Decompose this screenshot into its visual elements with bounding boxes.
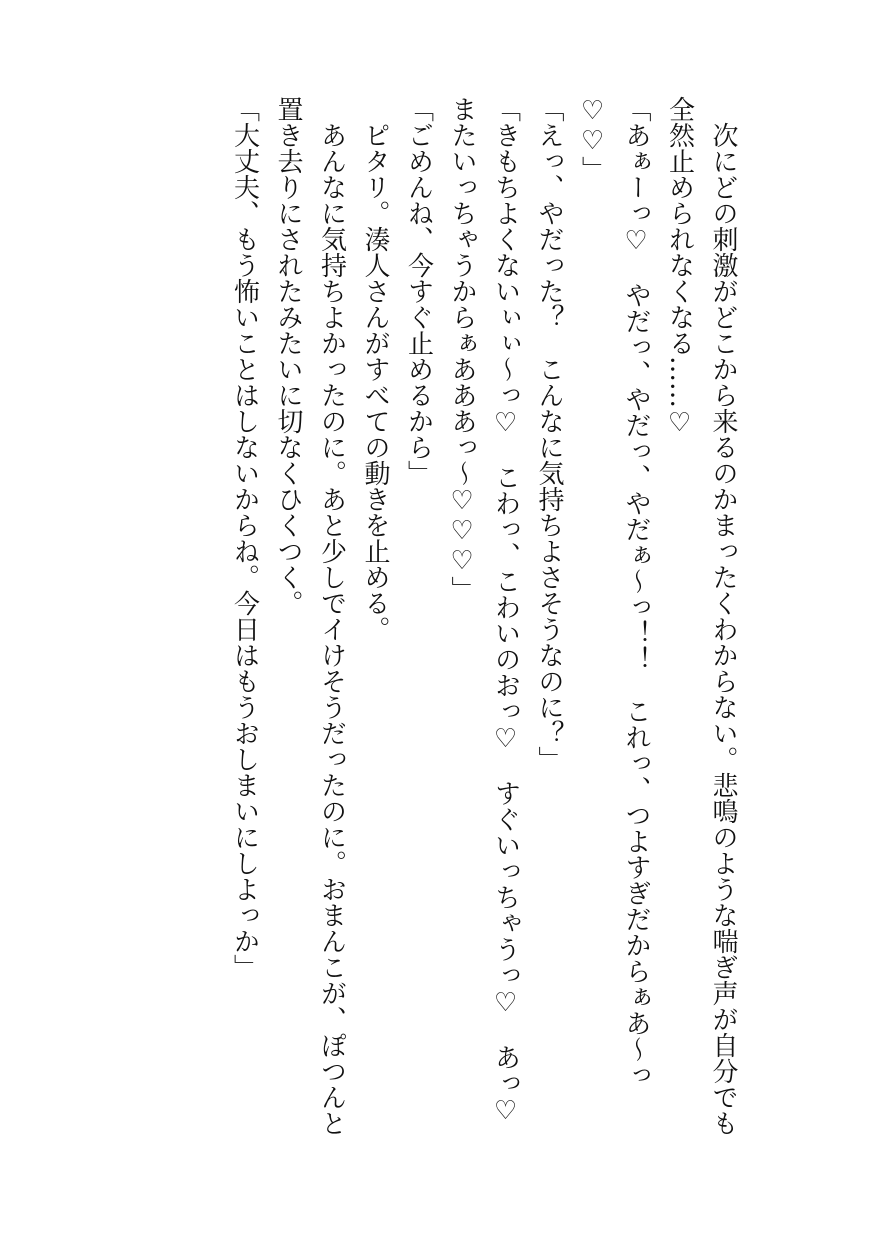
dialogue-line: 「あぁーっ♡ やだっ、やだっ、やだぁ〜っ！！ これっ、つよすぎだからぁあ〜っ♡♡」	[577, 96, 651, 1088]
dialogue-line: 「えっ、やだった？ こんなに気持ちよさそうなのに？」	[534, 96, 564, 772]
vertical-text-body	[222, 96, 744, 1156]
narration-paragraph: 次にどの刺激がどこから来るのかまったくわからない。悲鳴のような喘ぎ声が自分でも全然止められなくなる……♡	[664, 96, 738, 1136]
dialogue-line: 「大丈夫、もう怖いことはしないからね。今日はもうおしまいにしよっか」	[229, 96, 260, 980]
dialogue-line: 「きもちよくないぃぃ〜っ♡ こわっ、こわいのおっ♡ すぐいっちゃうっ♡ あっ♡ またいっちゃうからぁあああっ〜♡♡♡」	[447, 96, 521, 1152]
narration-paragraph: あんなに気持ちよかったのに。あと少しでイけそうだったのに。おまんこが、ぽつんと置き去りにされたみたいに切なくひくつく。	[273, 96, 347, 1136]
dialogue-line: 「ごめんね、今すぐ止めるから」	[403, 96, 434, 486]
narration-paragraph: ピタリ。湊人さんがすべての動きを止める。	[360, 96, 390, 642]
